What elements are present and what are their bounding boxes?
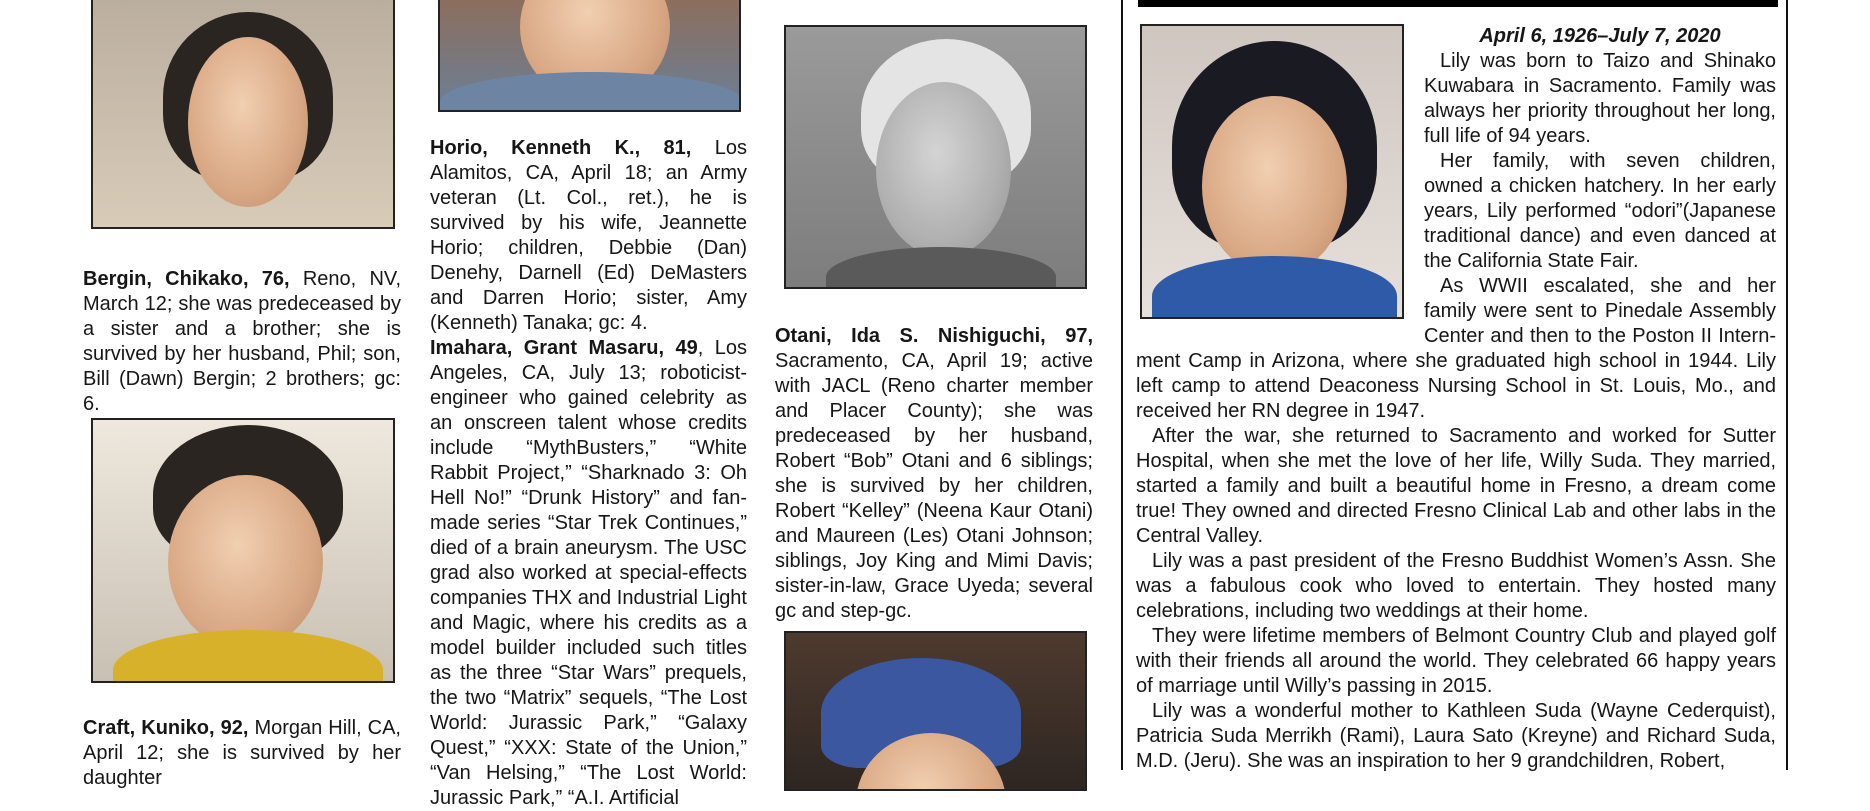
obituary-craft [83, 716, 401, 791]
obituary-bergin [83, 267, 401, 417]
obituary-body: Los Alamitos, CA, April 18; an Army veteran (Lt. Col., ret.), he is survived by his wife, Jeannette Horio; children, Debbie (Dan) Denehy, Darnell (Ed) DeMasters and Darren Horio; sister, Amy (Kenneth) Tanaka; gc: 4. [430, 137, 747, 334]
obituary-otani [775, 324, 1093, 624]
photo-chikako-bergin [91, 0, 395, 229]
photo-ida-otani [784, 25, 1087, 289]
obituary-body: Reno, NV, March 12; she was predeceased by a sister and a brother; she is survived by her husband, Phil; son, Bill (Dawn) Bergin; 2 brothers; gc: 6. [83, 268, 401, 415]
obituary-name: Imahara, Grant Masaru, 49 [430, 337, 698, 359]
feature-paragraph: Her family, with seven children, owned a chicken hatchery. In her early years, Lily performed “odori”(Japanese traditional dance) and even danced at the California State Fair. [1424, 150, 1776, 272]
photo-veteran-cap [784, 631, 1087, 791]
feature-paragraph: As WWII escalated, she and her family were sent to Pinedale Assembly Center and then to the Poston II Intern- [1424, 275, 1776, 347]
feature-paragraph: Lily was a past president of the Fresno Buddhist Women’s Assn. She was a fabulous cook who loved to entertain. They hosted many celebrations, including two weddings at their home. [1136, 550, 1776, 622]
obituary-horio [430, 136, 747, 336]
feature-paragraph: Lily was a wonderful mother to Kathleen Suda (Wayne Cederquist), Patricia Suda Merrikh (Rami), Laura Sato (Kreyne) and Richard Suda, M.D. (Jeru). She was an inspiration to her 9 grandchildren, Robert, [1136, 700, 1776, 772]
feature-paragraph: ment Camp in Arizona, where she graduated high school in 1944. Lily left camp to attend Deaconess Nursing School in St. Louis, Mo., and received her RN degree in 1947. [1136, 350, 1776, 422]
obituary-name: Bergin, Chikako, 76, [83, 268, 290, 290]
photo-kuniko-craft [91, 418, 395, 683]
feature-border-left [1121, 0, 1123, 770]
obituary-imahara [430, 336, 747, 811]
feature-border-right [1786, 0, 1788, 770]
obituary-body: , Los Angeles, CA, July 13; roboticist-engineer who gained celebrity as an onscreen talent whose credits include “MythBusters,” “White Rabbit Project,” “Sharknado 3: Oh Hell No!” “Drunk History” and fan-made series “Star Trek Continues,” died of a brain aneurysm. The USC grad also worked at special-effects companies THX and Industrial Light and Magic, where his credits as a model builder included such titles as the three “Star Wars” prequels, the two “Matrix” sequels, “The Lost World: Jurassic Park,” “Galaxy Quest,” “XXX: State of the Union,” “Van Helsing,” “The Lost World: Jurassic Park,” “A.I. Artificial [430, 337, 748, 809]
obituary-name: Horio, Kenneth K., 81, [430, 137, 692, 159]
feature-text-narrow [1424, 49, 1776, 349]
obituary-name: Otani, Ida S. Nishiguchi, 97, [775, 325, 1093, 347]
feature-text-wide [1136, 349, 1776, 774]
photo-lily-suda [1140, 24, 1404, 319]
obituary-body: Morgan Hill, CA, April 12; she is survived by her daughter [83, 717, 401, 789]
photo-kenneth-horio [438, 0, 741, 112]
feature-paragraph: They were lifetime members of Belmont Country Club and played golf with their friends all around the world. They celebrated 66 happy years of marriage until Willy’s passing in 2015. [1136, 625, 1776, 697]
feature-dates: April 6, 1926–July 7, 2020 [1479, 25, 1721, 47]
feature-header-rule [1138, 0, 1778, 7]
obituary-body: Sacramento, CA, April 19; active with JACL (Reno charter member and Placer County); she was predeceased by her husband, Robert “Bob” Otani and 6 siblings; she is survived by her children, Robert “Kelley” (Neena Kaur Otani) and Maureen (Les) Otani Johnson; siblings, Joy King and Mimi Davis; sister-in-law, Grace Uyeda; several gc and step-gc. [775, 350, 1093, 622]
feature-paragraph: After the war, she returned to Sacramento and worked for Sutter Hospital, when she met the love of her life, Willy Suda. They married, started a family and built a beautiful home in Fresno, a dream come true! They owned and directed Fresno Clinical Lab and other labs in the Central Valley. [1136, 425, 1776, 547]
obituary-name: Craft, Kuniko, 92, [83, 717, 249, 739]
feature-paragraph: Lily was born to Taizo and Shinako Kuwabara in Sacramento. Family was always her priority throughout her long, full life of 94 years. [1424, 50, 1776, 147]
